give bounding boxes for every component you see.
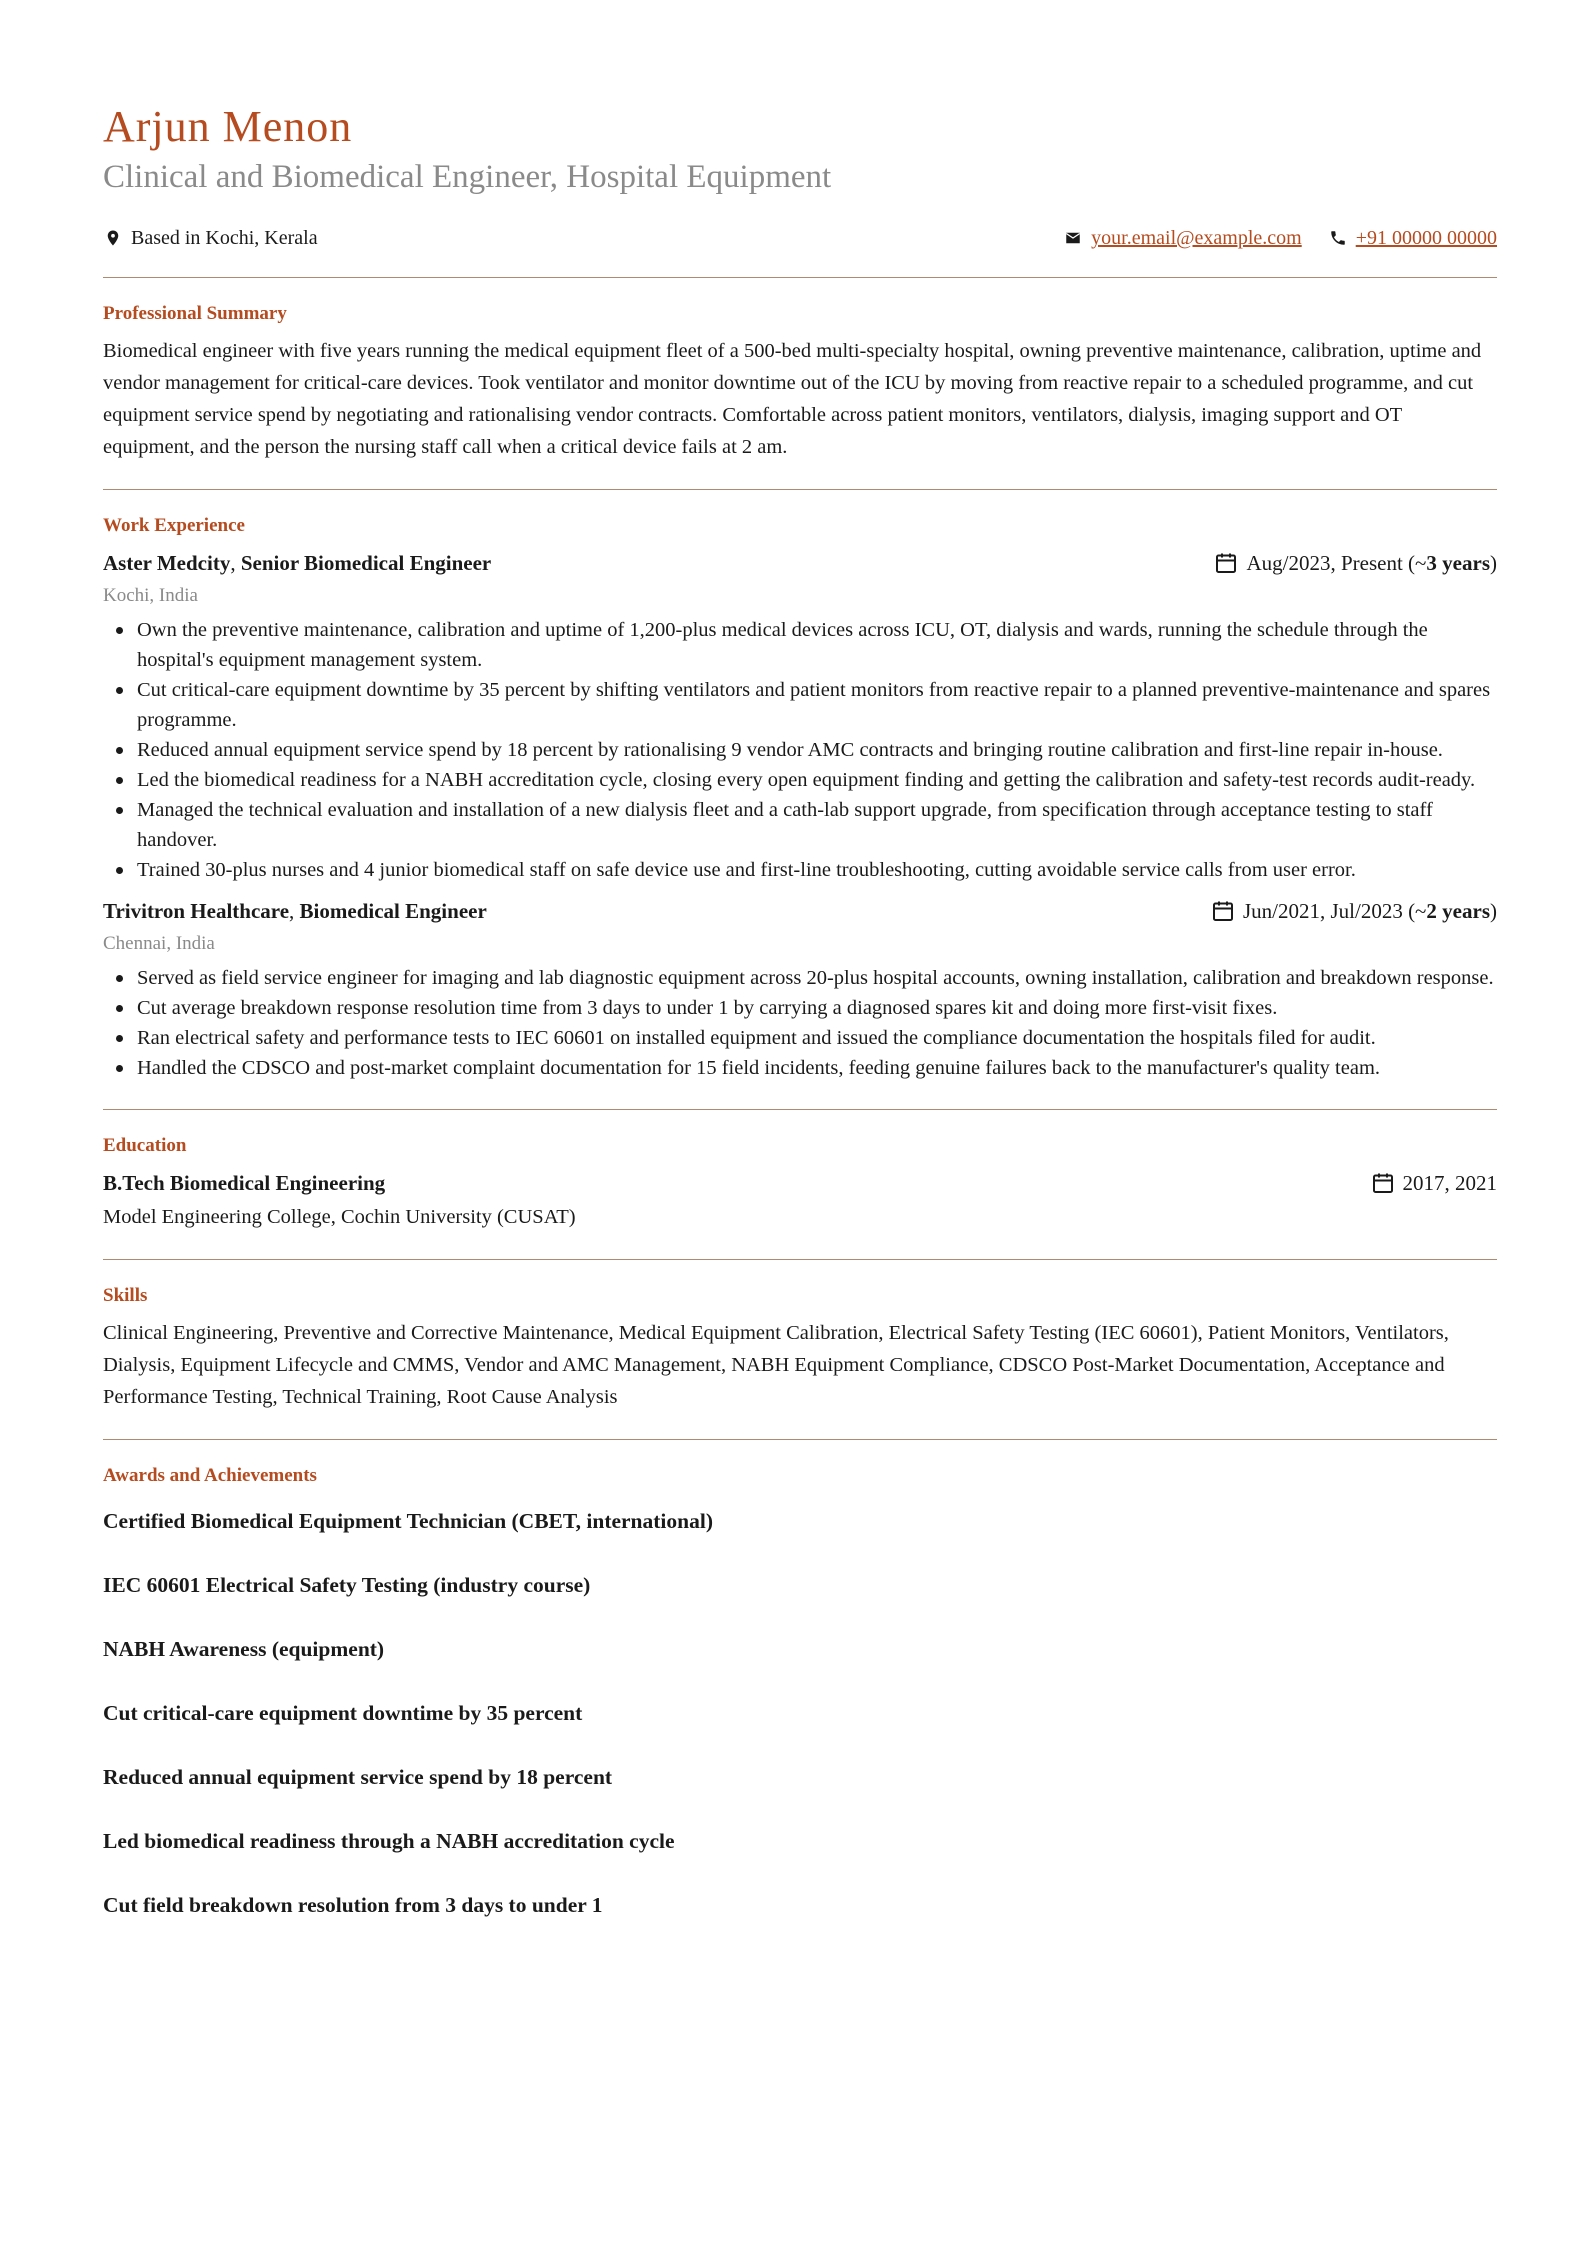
skills-section — [103, 1283, 1497, 1413]
list-item: Handled the CDSCO and post-market complaint documentation for 15 field incidents, feeding genuine failures back to the manufacturer's quality team. — [137, 1053, 1497, 1083]
job-title: Trivitron Healthcare, Biomedical Engineer — [103, 899, 487, 923]
divider — [103, 1259, 1497, 1260]
location-pin-icon — [103, 228, 123, 248]
divider — [103, 1439, 1497, 1440]
award-item: IEC 60601 Electrical Safety Testing (industry course) — [103, 1573, 591, 1597]
job-location: Chennai, India — [103, 933, 215, 954]
awards-section — [103, 1463, 1497, 1921]
education-section — [103, 1133, 1497, 1233]
award-item: NABH Awareness (equipment) — [103, 1637, 385, 1661]
section-title-education: Education — [103, 1135, 187, 1156]
mail-icon — [1063, 228, 1083, 248]
school-name: Model Engineering College, Cochin University (CUSAT) — [103, 1206, 576, 1228]
job-location: Kochi, India — [103, 585, 198, 606]
job-bullets — [103, 615, 1497, 885]
job-header — [103, 547, 1497, 579]
list-item: Managed the technical evaluation and installation of a new dialysis fleet and a cath-lab support upgrade, from specification through acceptance testing to staff handover. — [137, 795, 1497, 855]
email-link[interactable]: your.email@example.com — [1091, 227, 1302, 249]
job-company: Aster Medcity — [103, 551, 231, 575]
job-header — [103, 895, 1497, 927]
list-item: Own the preventive maintenance, calibration and uptime of 1,200-plus medical devices across ICU, OT, dialysis and wards, running the schedule through the hospital's equipment management system. — [137, 615, 1497, 675]
job-company: Trivitron Healthcare — [103, 899, 290, 923]
job-duration: 2 years — [1426, 899, 1490, 923]
candidate-name: Arjun Menon — [103, 102, 353, 151]
list-item: Trained 30-plus nurses and 4 junior biomedical staff on safe device use and first-line troubleshooting, cutting avoidable service calls from user error. — [137, 855, 1497, 885]
calendar-icon — [1211, 899, 1235, 923]
summary-text: Biomedical engineer with five years running the medical equipment fleet of a 500-bed multi-specialty hospital, owning preventive maintenance, calibration, uptime and vendor management for critical-care devices. Took ventilator and monitor downtime out of the ICU by moving from reactive repair to a scheduled programme, and cut equipment service spend by negotiating and rationalising vendor contracts. Comfortable across patient monitors, ventilators, dialysis, imaging support and OT equipment, and the person the nursing staff call when a critical device fails at 2 am. — [103, 340, 1482, 458]
divider — [103, 277, 1497, 278]
list-item: Led the biomedical readiness for a NABH accreditation cycle, closing every open equipment finding and getting the calibration and safety-test records audit-ready. — [137, 765, 1497, 795]
contact-row — [103, 223, 1497, 253]
list-item: Cut average breakdown response resolution time from 3 days to under 1 by carrying a diagnosed spares kit and doing more first-visit fixes. — [137, 993, 1497, 1023]
skills-text: Clinical Engineering, Preventive and Corrective Maintenance, Medical Equipment Calibration, Electrical Safety Testing (IEC 60601), Patient Monitors, Ventilators, Dialysis, Equipment Lifecycle and CMMS, Vendor and AMC Management, NABH Equipment Compliance, CDSCO Post-Market Documentation, Acceptance and Performance Testing, Technical Training, Root Cause Analysis — [103, 1322, 1449, 1408]
section-title-summary: Professional Summary — [103, 303, 287, 324]
award-item: Cut field breakdown resolution from 3 days to under 1 — [103, 1893, 603, 1917]
education-dates: 2017, 2021 — [1371, 1167, 1498, 1199]
divider — [103, 1109, 1497, 1110]
education-header — [103, 1167, 1497, 1199]
job-duration: 3 years — [1426, 551, 1490, 575]
award-item: Reduced annual equipment service spend by 18 percent — [103, 1765, 613, 1789]
job-role: Senior Biomedical Engineer — [240, 551, 492, 575]
job-title: Aster Medcity, Senior Biomedical Engineer — [103, 551, 492, 575]
divider — [103, 489, 1497, 490]
summary-section — [103, 301, 1497, 463]
candidate-headline: Clinical and Biomedical Engineer, Hospital Equipment — [103, 159, 832, 195]
job-entry — [103, 547, 1497, 885]
job-dates: Jun/2021, Jul/2023 (~ 2 years ) — [1211, 895, 1497, 927]
award-item: Cut critical-care equipment downtime by 35 percent — [103, 1701, 583, 1725]
calendar-icon — [1214, 551, 1238, 575]
section-title-skills: Skills — [103, 1285, 148, 1306]
job-dates: Aug/2023, Present (~ 3 years ) — [1214, 547, 1497, 579]
phone-link[interactable]: +91 00000 00000 — [1355, 227, 1497, 249]
phone-icon — [1328, 228, 1348, 248]
resume-page — [103, 100, 1497, 1921]
location-text: Based in Kochi, Kerala — [131, 227, 318, 249]
job-role: Biomedical Engineer — [299, 899, 487, 923]
list-item: Served as field service engineer for imaging and lab diagnostic equipment across 20-plus hospital accounts, owning installation, calibration and breakdown response. — [137, 963, 1497, 993]
job-bullets — [103, 963, 1497, 1083]
degree-title: B.Tech Biomedical Engineering — [103, 1171, 386, 1195]
list-item: Cut critical-care equipment downtime by 35 percent by shifting ventilators and patient monitors from reactive repair to a planned preventive-maintenance and spares programme. — [137, 675, 1497, 735]
experience-section — [103, 513, 1497, 1083]
contact-links — [1063, 223, 1497, 253]
section-title-awards: Awards and Achievements — [103, 1465, 317, 1486]
location-item — [103, 223, 318, 253]
section-title-experience: Work Experience — [103, 515, 245, 536]
list-item: Reduced annual equipment service spend by 18 percent by rationalising 9 vendor AMC contracts and bringing routine calibration and first-line repair in-house. — [137, 735, 1497, 765]
award-item: Certified Biomedical Equipment Technician (CBET, international) — [103, 1509, 713, 1533]
calendar-icon — [1371, 1171, 1395, 1195]
job-date-range: Jun/2021, Jul/2023 (~ — [1242, 899, 1427, 923]
award-item: Led biomedical readiness through a NABH accreditation cycle — [103, 1829, 675, 1853]
job-entry — [103, 895, 1497, 1083]
list-item: Ran electrical safety and performance tests to IEC 60601 on installed equipment and issued the compliance documentation the hospitals filed for audit. — [137, 1023, 1497, 1053]
job-date-range: Aug/2023, Present (~ — [1246, 551, 1427, 575]
